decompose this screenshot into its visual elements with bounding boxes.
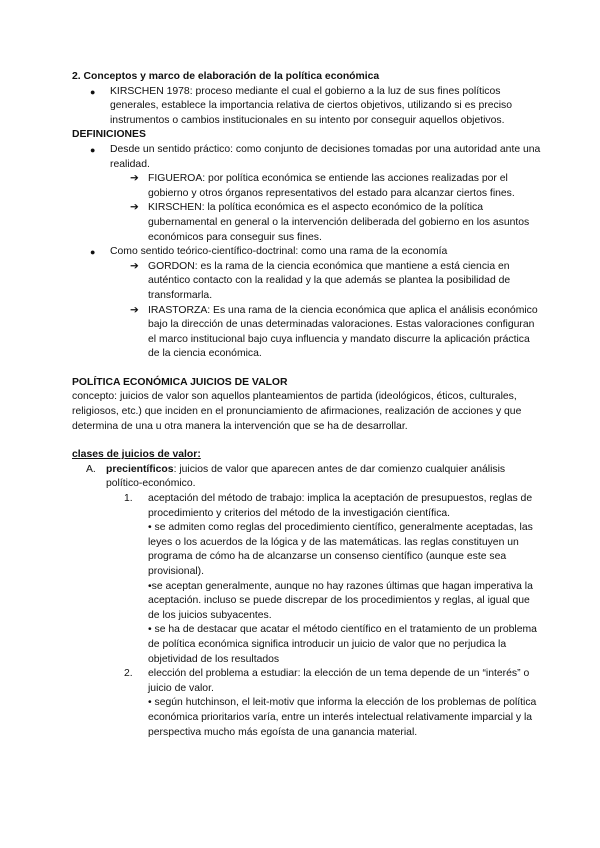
item1-bullet: • se ha de destacar que acatar el método científico en el tratamiento de un problema de política económica significa introducir un juicio de valor que no perjudica la objetividad de los resultados [148,624,537,665]
arrow-icon: ➔ [130,202,139,214]
list-number: 1. [124,493,133,505]
bullet-icon: ● [90,86,96,97]
kirschen-text: KIRSCHEN: la política económica es el aspecto económico de la política gubernamental en general o la intervención deliberada del gobierno en los asuntos económicos para conseguir sus fines. [148,202,530,243]
arrow-icon: ➔ [130,173,139,185]
spacer [72,434,542,448]
list-item [72,201,542,245]
list-item [72,260,542,304]
juicios-heading: POLÍTICA ECONÓMICA JUICIOS DE VALOR [72,376,288,388]
bullet-icon: ● [90,144,96,155]
list-item [72,245,542,260]
list-item [72,172,542,201]
document-body [72,70,542,740]
item2-bullet: • según hutchinson, el leit-motiv que informa la elección de los problemas de política económica prioritarios varía, entre un interés intelectual relativamente imparcial y la perspectiva mucho más egoísta de una ganancia material. [148,697,537,738]
item1-bullet: • se admiten como reglas del procedimiento científico, generalmente aceptadas, las leyes o los acuerdos de la lógica y de las matemáticas. las reglas constituyen un programa de cómo ha de alcanzarse un consenso científico (aunque este sea provisional). [148,522,533,577]
gordon-text: GORDON: es la rama de la ciencia económica que mantiene a está ciencia en auténtico contacto con la realidad y la que además se plantea la posibilidad de transformarla. [148,260,511,301]
precientificos-text: : juicios de valor que aparecen antes de dar comienzo cualquier análisis político-económico. [106,463,506,490]
practico-text: Desde un sentido práctico: como conjunto de decisiones tomadas por una autoridad ante una realidad. [110,143,541,170]
item2-text: elección del problema a estudiar: la elección de un tema depende de un “interés” o juicio de valor. [148,668,530,694]
kirschen-1978-text: KIRSCHEN 1978: proceso mediante el cual el gobierno a la luz de sus fines políticos generales, establece la importancia relativa de ciertos objetivos, utilizando si es preciso instrumentos o cambios institucionales en su intento por conseguir aquellos objetivos. [110,85,512,126]
list-item [72,667,542,740]
teorico-text: Como sentido teórico-científico-doctrinal: como una rama de la economía [110,246,448,258]
figueroa-text: FIGUEROA: por política económica se entiende las acciones realizadas por el gobierno y otros órganos representativos del estado para alcanzar ciertos fines. [148,173,515,199]
clases-heading: clases de juicios de valor: [72,449,201,461]
irastorza-text: IRASTORZA: Es una rama de la ciencia económica que aplica el análisis económico bajo la dirección de unas determinadas valoraciones. Estas valoraciones configuran el marco institucional bajo cuya influencia y mandato discurre la aplicación práctica de la ciencia económica. [148,304,538,360]
bullet-icon: ● [90,247,96,258]
list-item [72,304,542,362]
list-item [72,143,542,172]
item1-bullet: •se aceptan generalmente, aunque no hay razones últimas que hagan imperativa la aceptación. incluso se puede discrepar de los procedimientos y reglas, al igual que de los juicios subyacentes. [148,580,533,621]
list-letter: A. [86,463,96,475]
list-number: 2. [124,668,133,680]
spacer [72,362,542,376]
item1-text: aceptación del método de trabajo: implica la aceptación de presupuestos, reglas de procedimiento y criterios del método de la investigación científica. [148,493,533,519]
list-item [72,463,542,492]
list-item [72,492,542,667]
arrow-icon: ➔ [130,260,139,272]
concepto-text: concepto: juicios de valor son aquellos planteamientos de partida (ideológicos, éticos, culturales, religiosos, etc.) que inciden en el pronunciamiento de afirmaciones, realización de acciones y que determina de una u otra manera la intervención que se ha de desarrollar. [72,391,522,432]
precientificos-label: precientíficos [106,463,174,475]
arrow-icon: ➔ [130,304,139,316]
definiciones-heading: DEFINICIONES [72,129,146,141]
list-item [72,85,542,129]
section-heading: 2. Conceptos y marco de elaboración de la política económica [72,71,380,82]
